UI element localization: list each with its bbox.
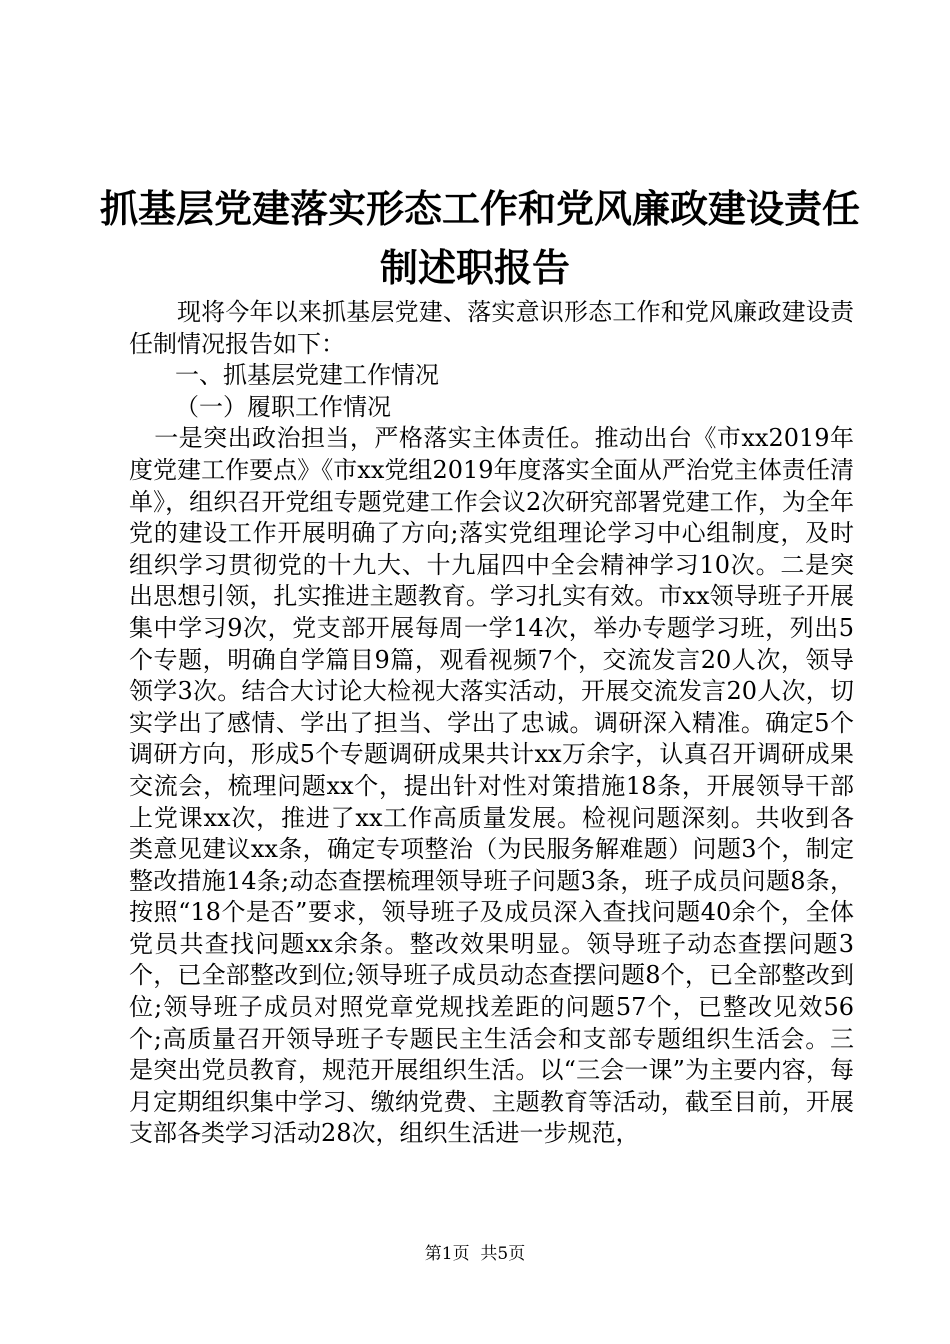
subsection-heading: （一）履职工作情况 — [175, 392, 391, 421]
document-body — [129, 297, 854, 1150]
page-footer: 第1页 共5页 — [424, 1244, 526, 1264]
body-paragraph: 一是突出政治担当，严格落实主体责任。推动出台《市xx2019年度党建工作要点》《市xx党组2019年度落实全面从严治党主体责任清单》，组织召开党组专题党建工作会议2次研究部署党建工作，为全年党的建设工作开展明确了方向;落实党组理论学习中心组制度，及时组织学习贯彻党的十九大、十九届四中全会精神学习10次。二是突出思想引领，扎实推进主题教育。学习扎实有效。市xx领导班子开展集中学习9次，党支部开展每周一学14次，举办专题学习班，列出5个专题，明确自学篇目9篇，观看视频7个，交流发言20人次，领导领学3次。结合大讨论大检视大落实活动，开展交流发言20人次，切实学出了感情、学出了担当、学出了忠诚。调研深入精准。确定5个调研方向，形成5个专题调研成果共计xx万余字，认真召开调研成果交流会，梳理问题xx个，提出针对性对策措施18条，开展领导干部上党课xx次，推进了xx工作高质量发展。检视问题深刻。共收到各类意见建议xx条，确定专项整治（为民服务解难题）问题3个，制定整改措施14条;动态查摆梳理领导班子问题3条，班子成员问题8条，按照“18个是否”要求，领导班子及成员深入查找问题40余个，全体党员共查找问题xx余条。整改效果明显。领导班子动态查摆问题3个，已全部整改到位;领导班子成员动态查摆问题8个，已全部整改到位;领导班子成员对照党章党规找差距的问题57个，已整改见效56个;高质量召开领导班子专题民主生活会和支部专题组织生活会。三是突出党员教育，规范开展组织生活。以“三会一课”为主要内容，每月定期组织集中学习、缴纳党费、主题教育等活动，截至目前，开展支部各类学习活动28次，组织生活进一步规范， — [129, 424, 854, 1148]
document-title-line-1: 抓基层党建落实形态工作和党风廉政建设责任 — [100, 187, 861, 231]
document-title-line-2: 制述职报告 — [379, 246, 570, 290]
section-heading: 一、抓基层党建工作情况 — [175, 361, 439, 390]
intro-paragraph: 现将今年以来抓基层党建、落实意识形态工作和党风廉政建设责任制情况报告如下： — [129, 298, 854, 358]
